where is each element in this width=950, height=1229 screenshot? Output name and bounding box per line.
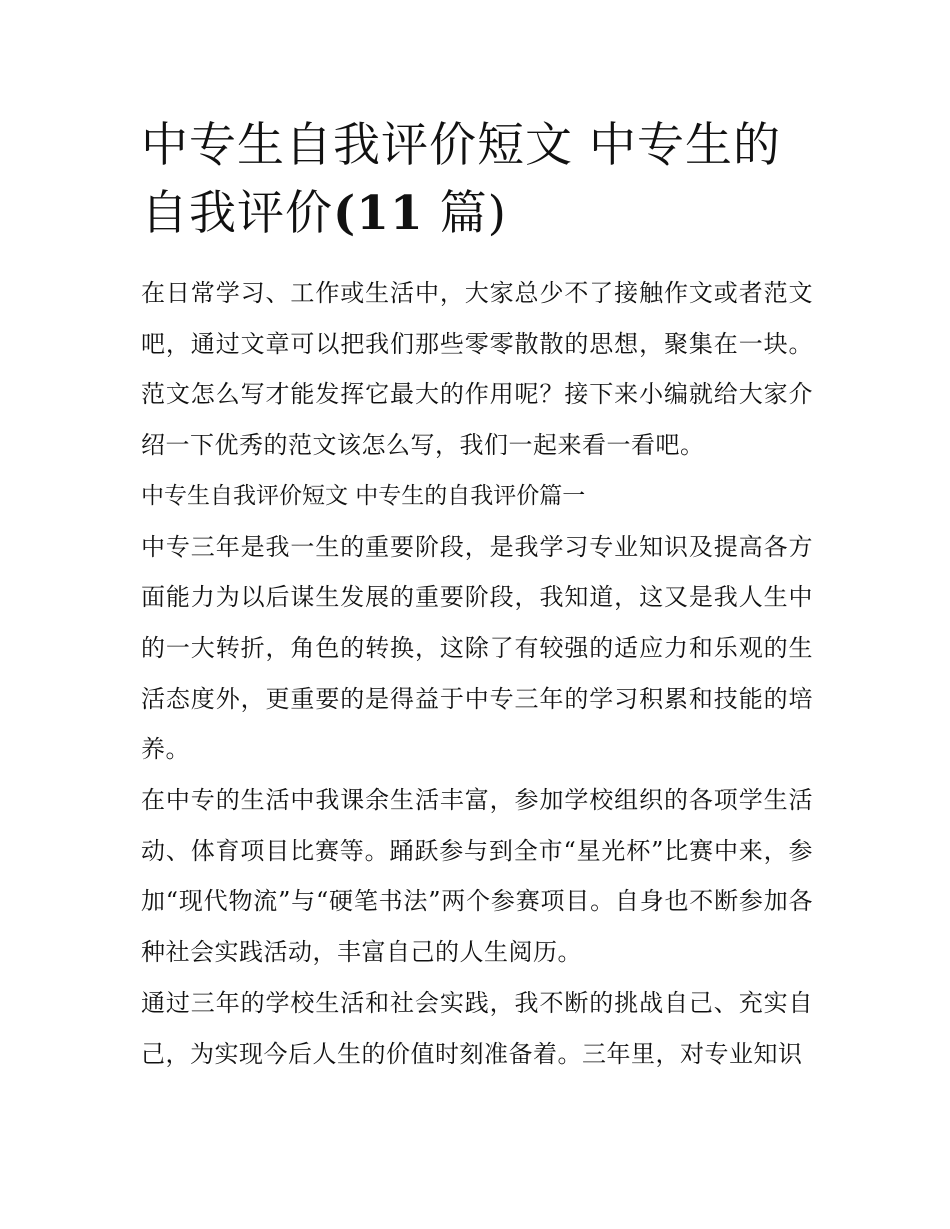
title-suffix: 篇)	[423, 186, 507, 241]
title-paren-open: (	[333, 186, 357, 241]
document-page	[141, 112, 813, 1079]
intro-paragraph: 在日常学习、工作或生活中，大家总少不了接触作文或者范文吧，通过文章可以把我们那些零零散散的思想，聚集在一块。范文怎么写才能发挥它最大的作用呢？接下来小编就给大家介绍一下优秀的范文该怎么写，我们一起来看一看吧。	[141, 279, 813, 460]
body-paragraph: 在中专的生活中我课余生活丰富，参加学校组织的各项学生活动、体育项目比赛等。踊跃参与到全市“星光杯”比赛中来，参加“现代物流”与“硬笔书法”两个参赛项目。自身也不断参加各种社会实践活动，丰富自己的人生阅历。	[141, 786, 813, 967]
document-title	[141, 112, 813, 248]
title-number: 11	[356, 186, 424, 241]
section-heading: 中专生自我评价短文 中专生的自我评价篇一	[141, 482, 586, 509]
body-paragraph: 中专三年是我一生的重要阶段，是我学习专业知识及提高各方面能力为以后谋生发展的重要阶段，我知道，这又是我人生中的一大转折，角色的转换，这除了有较强的适应力和乐观的生活态度外，更重要的是得益于中专三年的学习积累和技能的培养。	[141, 532, 813, 764]
body-paragraph: 通过三年的学校生活和社会实践，我不断的挑战自己、充实自己，为实现今后人生的价值时刻准备着。三年里，对专业知识	[141, 988, 813, 1068]
title-main: 中专生自我评价短文 中专生的自我评价	[141, 118, 781, 241]
